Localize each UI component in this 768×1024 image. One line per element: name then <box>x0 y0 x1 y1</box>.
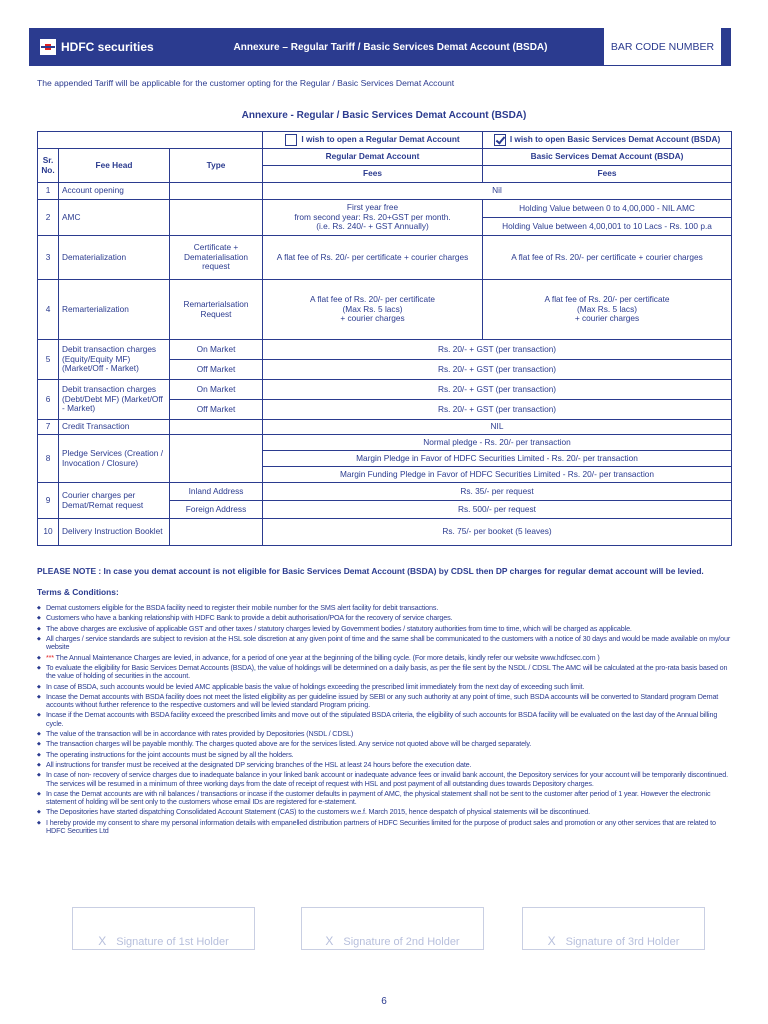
term-item: ◆ The Depositories have started dispatching Consolidated Account Statement (CAS) to the customers w.e.f. March 2015, hence despatch of physical statements will be discontinued. <box>37 808 733 816</box>
fee-value: Rs. 35/- per request <box>263 483 732 501</box>
terms-title: Terms & Conditions: <box>37 587 119 597</box>
fee-value: Margin Pledge in Favor of HDFC Securities Limited - Rs. 20/- per transaction <box>263 451 732 467</box>
col-type: Type <box>170 149 263 183</box>
type-cell: On Market <box>170 380 263 400</box>
term-item: ◆ Incase the Demat accounts with BSDA facility does not meet the listed eligibility as per guideline issued by SEBI or any such authority at any point of time, such BSDA accounts will be converted to Standard program Demat accounts without further reference to the respective customers and will be levied standard Program pricing. <box>37 693 733 709</box>
term-item: ◆ The above charges are exclusive of applicable GST and other taxes / statutory charges levied by Government bodies / statutory authorities from time to time, which will be charged as applicable. <box>37 625 733 633</box>
option-bsda[interactable] <box>483 132 732 149</box>
signature-box-2[interactable] <box>301 907 484 950</box>
fee-bsda: Holding Value between 0 to 4,00,000 - NIL AMC <box>483 200 732 218</box>
signature-label: Signature of 2nd Holder <box>343 936 460 948</box>
table-row <box>38 200 732 218</box>
sr-no: 5 <box>38 340 59 380</box>
type-cell: Off Market <box>170 400 263 420</box>
term-item: ◆ In case the Demat accounts are with nil balances / transactions or incase if the customer defaults in payment of AMC, the physical statement shall not be sent to the customer after period of 1 year. However the electronic statement of holding will be sent only to the customers whose email IDs are registered for e-statement. <box>37 790 733 806</box>
col-regular: Regular Demat Account <box>263 149 483 166</box>
table-row <box>38 280 732 340</box>
fee-head: Debit transaction charges (Equity/Equity MF) (Market/Off - Market) <box>59 340 170 380</box>
fee-line: (Max Rs. 5 lacs) <box>577 303 637 314</box>
term-item: ◆ In case of BSDA, such accounts would be levied AMC applicable basis the value of holdings exceeding the prescribed limit immediately from the next day of exceeding such limit. <box>37 683 733 691</box>
sr-no: 6 <box>38 380 59 420</box>
terms-list <box>37 604 733 837</box>
col-bsda: Basic Services Demat Account (BSDA) <box>483 149 732 166</box>
term-item: ◆ I hereby provide my consent to share my personal information details with empanelled distribution partners of HDFC Securities limited for the purpose of product sales and promotion or any other services that are related to HDFC Securities Ltd <box>37 819 733 835</box>
fee-line: + courier charges <box>574 313 640 324</box>
sign-mark: X <box>325 934 334 948</box>
fee-value: Normal pledge - Rs. 20/- per transaction <box>263 435 732 451</box>
sr-no: 8 <box>38 435 59 483</box>
fee-head: Credit Transaction <box>59 420 170 435</box>
term-item <box>37 654 733 662</box>
fee-line: A flat fee of Rs. 20/- per certificate <box>544 293 670 304</box>
term-item: ◆ Incase if the Demat accounts with BSDA facility exceed the prescribed limits and move out of the stipulated BSDA criteria, the eligibility of such accounts for BSDA facility will be evaluated on the last day of the Annual billing cycle. <box>37 711 733 727</box>
hdfc-logo <box>40 35 175 58</box>
fee-line: First year free <box>346 201 399 212</box>
sr-no: 1 <box>38 183 59 200</box>
fee-line: + courier charges <box>340 313 405 324</box>
table-row <box>38 435 732 451</box>
sign-mark: X <box>98 934 107 948</box>
fee-regular <box>263 200 483 236</box>
type-cell <box>170 183 263 200</box>
fee-head: Account opening <box>59 183 170 200</box>
type-cell <box>170 435 263 483</box>
tariff-table <box>37 131 732 546</box>
table-row <box>38 340 732 360</box>
document-heading: Annexure - Regular / Basic Services Demat Account (BSDA) <box>241 110 527 121</box>
term-item: ◆ Demat customers eligible for the BSDA facility need to register their mobile number for the SMS alert facility for debit transactions. <box>37 604 733 612</box>
fee-line: A flat fee of Rs. 20/- per certificate <box>310 293 435 304</box>
please-note: PLEASE NOTE : In case you demat account is not eligible for Basic Services Demat Account (BSDA) by CDSL then DP charges for regular demat account will be levied. <box>37 566 704 576</box>
sr-no: 7 <box>38 420 59 435</box>
type-cell <box>170 420 263 435</box>
table-row <box>38 483 732 501</box>
term-item: ◆ The transaction charges will be payable monthly. The charges quoted above are for the services listed. Any service not quoted above will be charged separately. <box>37 740 733 748</box>
sr-no: 2 <box>38 200 59 236</box>
table-row <box>38 183 732 200</box>
hdfc-logo-icon <box>40 39 56 55</box>
table-row <box>38 519 732 546</box>
term-text: The Annual Maintenance Charges are levied, in advance, for a period of one year at the beginning of the billing cycle. (For more details, kindly refer our website www.hdfcsec.com ) <box>55 652 600 662</box>
option-bsda-label: I wish to open Basic Services Demat Account (BSDA) <box>509 134 721 145</box>
sr-no: 9 <box>38 483 59 519</box>
fee-line: from second year: Rs. 20+GST per month. <box>294 211 451 222</box>
term-item: ◆ The operating instructions for the joint accounts must be signed by all the holders. <box>37 751 733 759</box>
table-row <box>38 420 732 435</box>
term-item: ◆ To evaluate the eligibility for Basic Services Demat Accounts (BSDA), the value of holdings will be determined on a daily basis, as per the file sent by the NSDL / CDSL The AMC will be calculated at the pro-rata basis based on the value of holding of securities in the account. <box>37 664 733 680</box>
signature-label: Signature of 1st Holder <box>116 936 229 948</box>
intro-text: The appended Tariff will be applicable for the customer opting for the Regular / Basic Services Demat Account <box>37 78 455 88</box>
term-item: ◆ The value of the transaction will be in accordance with rates provided by Depositories (NSDL / CDSL) <box>37 730 733 738</box>
sr-no: 3 <box>38 236 59 280</box>
term-item: ◆ All instructions for transfer must be received at the designated DP servicing branches of the HSL at least 24 hours before the execution date. <box>37 761 733 769</box>
fee-value: Margin Funding Pledge in Favor of HDFC Securities Limited - Rs. 20/- per transaction <box>263 467 732 483</box>
regular-checkbox[interactable] <box>285 134 297 146</box>
fee-head: Delivery Instruction Booklet <box>59 519 170 546</box>
bsda-checkbox[interactable] <box>494 134 506 146</box>
table-row <box>38 380 732 400</box>
fee-line: (Max Rs. 5 lacs) <box>342 303 403 314</box>
fee-value: Rs. 20/- + GST (per transaction) <box>263 400 732 420</box>
fee-value: Rs. 20/- + GST (per transaction) <box>263 380 732 400</box>
fee-head: AMC <box>59 200 170 236</box>
type-cell <box>170 200 263 236</box>
fee-head: Pledge Services (Creation / Invocation / Closure) <box>59 435 170 483</box>
term-item: ◆ Customers who have a banking relationship with HDFC Bank to provide a debit authorisation/POA for the recovery of service charges. <box>37 614 733 622</box>
table-row <box>38 236 732 280</box>
type-cell: Inland Address <box>170 483 263 501</box>
type-cell: Foreign Address <box>170 501 263 519</box>
blank-cell <box>38 132 263 149</box>
fee-regular: A flat fee of Rs. 20/- per certificate + courier charges <box>263 236 483 280</box>
page-number: 6 <box>381 996 387 1007</box>
term-item: ◆ All charges / service standards are subject to revision at the HSL sole discretion at any given point of time and the same shall be communicated to the customers with a notice of 30 days and would be made available on my/our website <box>37 635 733 651</box>
barcode-number-field[interactable]: BAR CODE NUMBER <box>604 28 721 65</box>
type-cell: Off Market <box>170 360 263 380</box>
fee-value: Rs. 75/- per booket (5 leaves) <box>263 519 732 546</box>
header-title: Annexure – Regular Tariff / Basic Services Demat Account (BSDA) <box>233 41 548 53</box>
type-cell: Certificate + Dematerialisation request <box>170 236 263 280</box>
fee-value: Rs. 20/- + GST (per transaction) <box>263 340 732 360</box>
fee-regular <box>263 280 483 340</box>
sr-no: 10 <box>38 519 59 546</box>
fee-value: NIL <box>263 420 732 435</box>
col-sr-no: Sr. No. <box>38 149 59 183</box>
fee-value: Rs. 20/- + GST (per transaction) <box>263 360 732 380</box>
fee-bsda <box>483 280 732 340</box>
fee-head: Courier charges per Demat/Remat request <box>59 483 170 519</box>
fee-value: Nil <box>263 183 732 200</box>
type-cell: Remarterialsation Request <box>170 280 263 340</box>
logo-text: HDFC securities <box>61 39 154 54</box>
fee-head: Remarterialization <box>59 280 170 340</box>
term-item: ◆ In case of non- recovery of service charges due to inadequate balance in your linked bank account or inadequate advance fees or invalid bank account, the Depository services for your account will be temporarily discontinued. The services will be resumed in a minimum of three working days from the date of receipt of request with HSL and post payment of all outstanding dues towards Depository charges. <box>37 771 733 787</box>
fee-line: (i.e. Rs. 240/- + GST Annually) <box>316 221 429 232</box>
signature-box-1[interactable] <box>72 907 255 950</box>
type-cell: On Market <box>170 340 263 360</box>
col-fees-bsda: Fees <box>483 166 732 183</box>
fee-head: Dematerialization <box>59 236 170 280</box>
type-cell <box>170 519 263 546</box>
signature-label: Signature of 3rd Holder <box>565 936 680 948</box>
col-fee-head: Fee Head <box>59 149 170 183</box>
sr-no: 4 <box>38 280 59 340</box>
fee-value: Rs. 500/- per request <box>263 501 732 519</box>
option-regular-label: I wish to open a Regular Demat Account <box>301 134 460 145</box>
asterisk-mark: *** <box>46 652 54 662</box>
signature-box-3[interactable] <box>522 907 705 950</box>
option-regular[interactable] <box>263 132 483 149</box>
fee-bsda: A flat fee of Rs. 20/- per certificate + courier charges <box>483 236 732 280</box>
col-fees-regular: Fees <box>263 166 483 183</box>
fee-head: Debit transaction charges (Debt/Debt MF) (Market/Off - Market) <box>59 380 170 420</box>
fee-bsda: Holding Value between 4,00,001 to 10 Lacs - Rs. 100 p.a <box>483 218 732 236</box>
sign-mark: X <box>547 934 556 948</box>
